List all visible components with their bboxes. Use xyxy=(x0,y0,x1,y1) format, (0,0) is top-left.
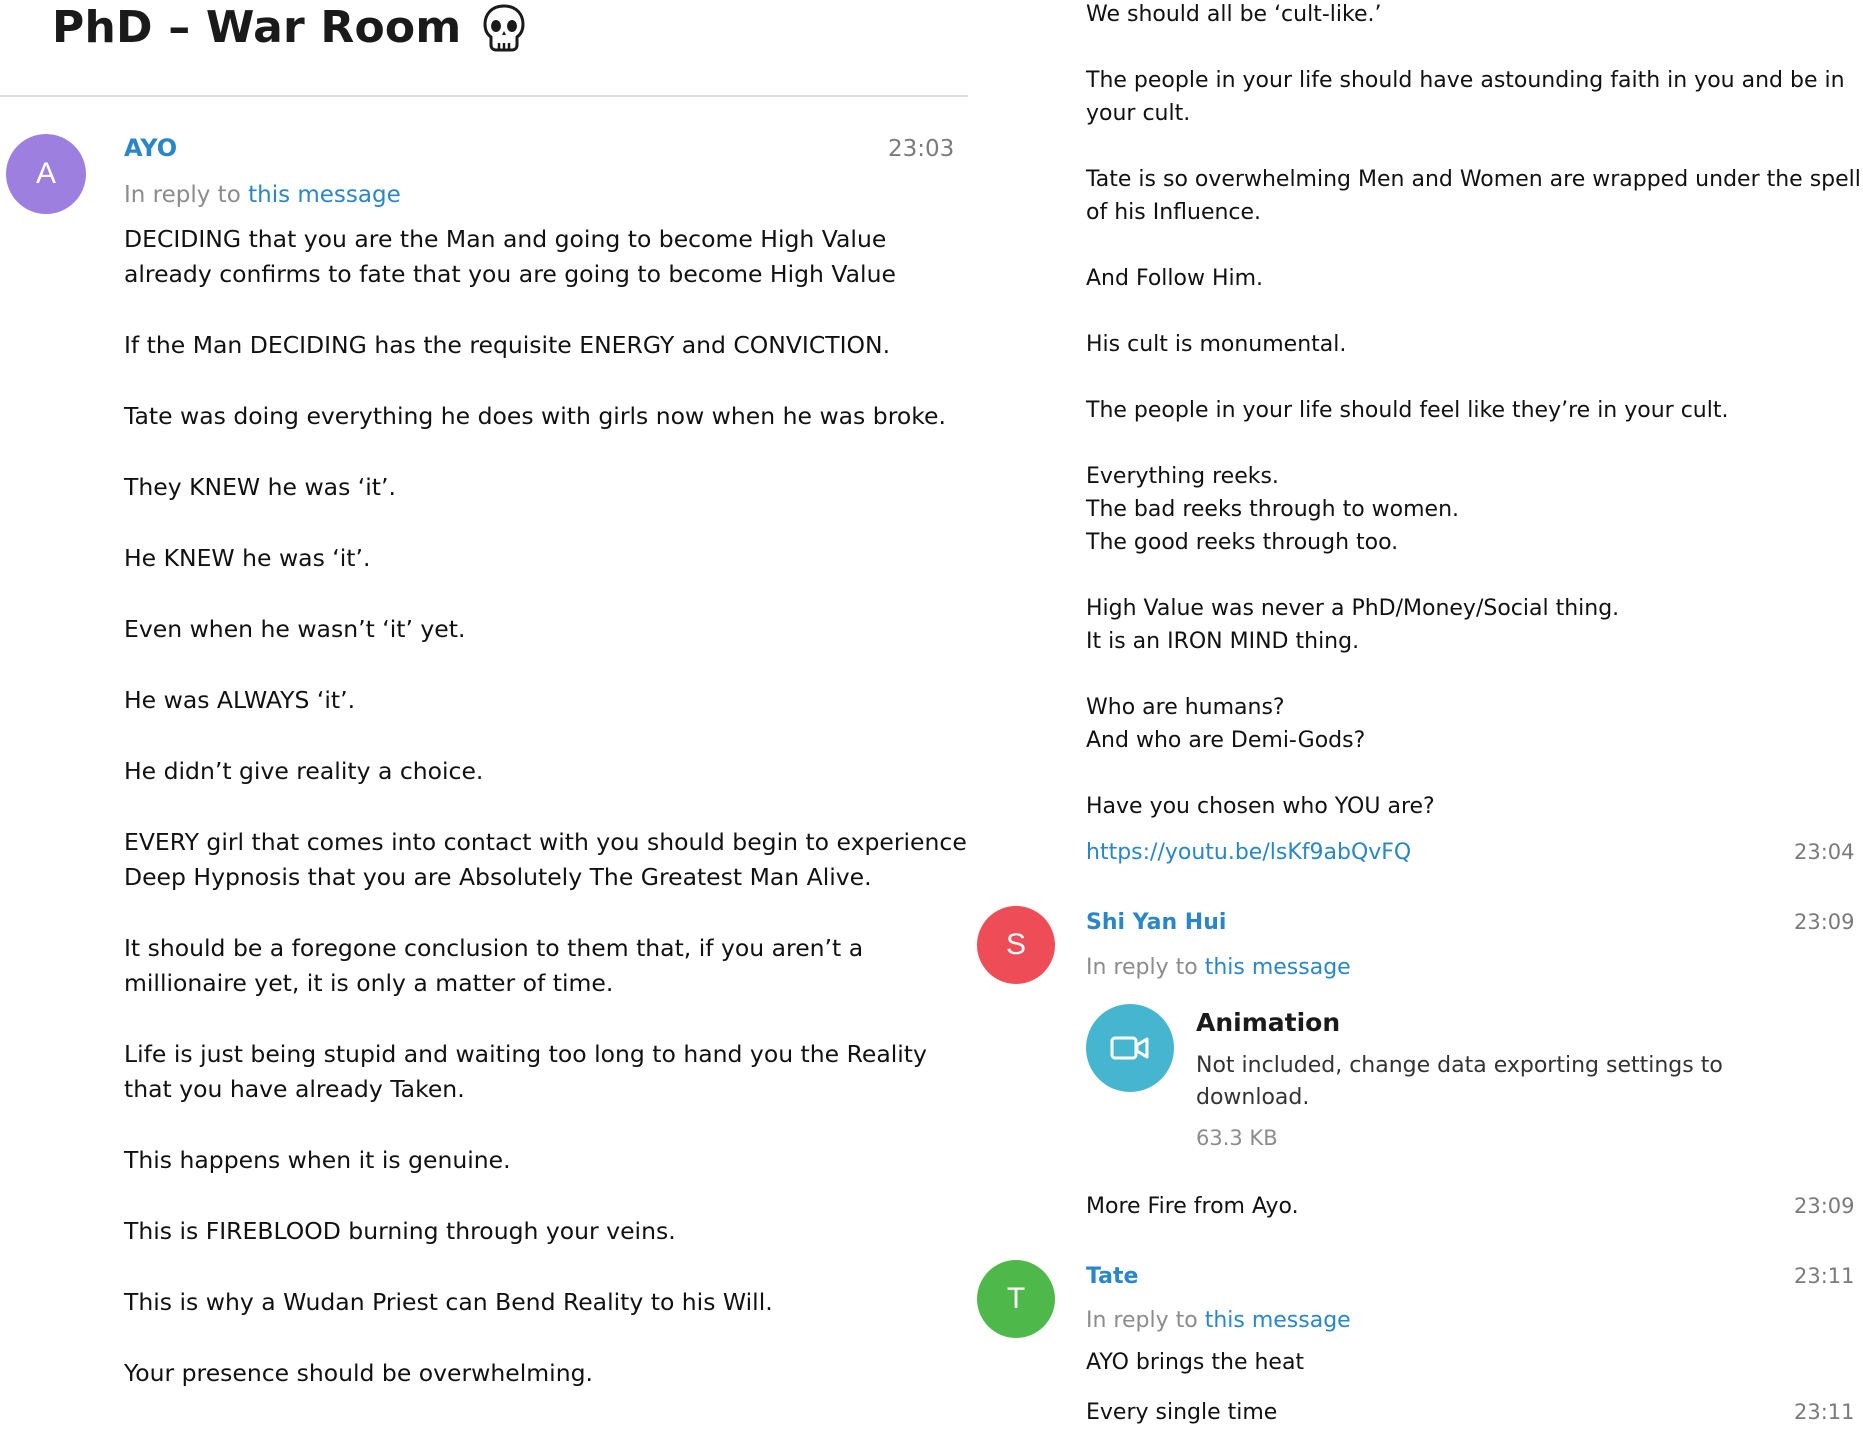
message-paragraph xyxy=(124,1285,967,1320)
message-paragraph xyxy=(1086,0,1861,31)
media-title: Animation xyxy=(1196,1008,1341,1037)
message-paragraph xyxy=(124,825,967,895)
message-paragraph xyxy=(124,683,967,718)
message-paragraph xyxy=(1086,262,1861,295)
message-line: He didn’t give reality a choice. xyxy=(124,757,484,785)
message-line: millionaire yet, it is only a matter of time. xyxy=(124,969,614,997)
reply-prefix: In reply to xyxy=(1086,955,1198,980)
youtube-link[interactable]: https://youtu.be/lsKf9abQvFQ xyxy=(1086,840,1412,865)
message-paragraph xyxy=(124,1037,967,1107)
message-line: This is FIREBLOOD burning through your veins. xyxy=(124,1217,676,1245)
message-line: High Value was never a PhD/Money/Social thing. xyxy=(1086,596,1620,621)
reply-prefix: In reply to xyxy=(124,182,241,208)
message-line: And Follow Him. xyxy=(1086,266,1264,291)
message-line: DECIDING that you are the Man and going to become High Value xyxy=(124,225,887,253)
message-line: Even when he wasn’t ‘it’ yet. xyxy=(124,615,466,643)
message-line: Tate was doing everything he does with girls now when he was broke. xyxy=(124,402,946,430)
sender-name-shi-yan-hui[interactable]: Shi Yan Hui xyxy=(1086,910,1227,935)
message-time: 23:09 xyxy=(1794,1194,1855,1218)
message-line: EVERY girl that comes into contact with you should begin to experience xyxy=(124,828,967,856)
message-line: that you have already Taken. xyxy=(124,1075,465,1103)
message-paragraph xyxy=(1086,592,1861,658)
message-line: Have you chosen who YOU are? xyxy=(1086,794,1435,819)
message-time: 23:09 xyxy=(1794,910,1855,934)
message-body-ayo-continued xyxy=(1086,0,1861,856)
message-line: The good reeks through too. xyxy=(1086,530,1399,555)
media-file-size: 63.3 KB xyxy=(1196,1126,1278,1150)
message-body-ayo xyxy=(124,222,967,1427)
message-paragraph xyxy=(1086,328,1861,361)
reply-link[interactable]: this message xyxy=(1204,1308,1351,1333)
message-line: We should all be ‘cult-like.’ xyxy=(1086,2,1382,27)
message-text: AYO brings the heat xyxy=(1086,1350,1305,1375)
message-paragraph xyxy=(124,1214,967,1249)
right-column xyxy=(968,0,1863,1433)
sender-name-tate[interactable]: Tate xyxy=(1086,1264,1139,1289)
reply-indicator xyxy=(1086,955,1351,980)
message-line: of his Influence. xyxy=(1086,200,1262,225)
message-text: Every single time xyxy=(1086,1400,1278,1425)
message-paragraph xyxy=(124,1356,967,1391)
message-paragraph xyxy=(124,754,967,789)
reply-link[interactable]: this message xyxy=(1204,955,1351,980)
message-line: Who are humans? xyxy=(1086,695,1285,720)
message-paragraph xyxy=(1086,163,1861,229)
message-line: His cult is monumental. xyxy=(1086,332,1347,357)
message-paragraph xyxy=(124,1143,967,1178)
chat-title-text: PhD – War Room xyxy=(52,2,462,53)
chat-title xyxy=(52,2,527,53)
message-line: If the Man DECIDING has the requisite ENERGY and CONVICTION. xyxy=(124,331,891,359)
video-camera-icon xyxy=(1110,1034,1150,1062)
media-description: Not included, change data exporting settings to download. xyxy=(1196,1053,1723,1110)
message-line: Tate is so overwhelming Men and Women are wrapped under the spell xyxy=(1086,167,1861,192)
message-paragraph xyxy=(1086,460,1861,559)
message-paragraph xyxy=(124,399,967,434)
message-paragraph xyxy=(1086,691,1861,757)
skull-icon xyxy=(481,3,527,53)
message-paragraph xyxy=(124,612,967,647)
message-paragraph xyxy=(124,470,967,505)
message-time: 23:11 xyxy=(1794,1264,1855,1288)
message-line: your cult. xyxy=(1086,101,1191,126)
title-divider xyxy=(0,95,968,97)
reply-prefix: In reply to xyxy=(1086,1308,1198,1333)
avatar-letter: T xyxy=(1006,1282,1026,1315)
message-line: It should be a foregone conclusion to them that, if you aren’t a xyxy=(124,934,864,962)
link-time: 23:04 xyxy=(1794,840,1855,864)
message-line: The people in your life should feel like they’re in your cult. xyxy=(1086,398,1729,423)
message-line: He KNEW he was ‘it’. xyxy=(124,544,371,572)
message-line: This is why a Wudan Priest can Bend Reality to his Will. xyxy=(124,1288,773,1316)
message-line: Life is just being stupid and waiting too long to hand you the Reality xyxy=(124,1040,927,1068)
message-text: More Fire from Ayo. xyxy=(1086,1194,1299,1219)
message-time: 23:11 xyxy=(1794,1400,1855,1424)
message-paragraph xyxy=(1086,64,1861,130)
sender-name-ayo[interactable]: AYO xyxy=(124,134,178,162)
message-paragraph xyxy=(124,222,967,292)
message-line: And who are Demi-Gods? xyxy=(1086,728,1366,753)
message-time: 23:03 xyxy=(888,136,955,162)
message-paragraph xyxy=(124,328,967,363)
message-line: Your presence should be overwhelming. xyxy=(124,1359,593,1387)
message-line: He was ALWAYS ‘it’. xyxy=(124,686,356,714)
reply-indicator xyxy=(1086,1308,1351,1333)
message-paragraph xyxy=(124,541,967,576)
media-thumbnail[interactable] xyxy=(1086,1004,1174,1092)
avatar-tate[interactable] xyxy=(977,1260,1055,1338)
message-line: The people in your life should have astounding faith in you and be in xyxy=(1086,68,1845,93)
message-paragraph xyxy=(1086,790,1861,823)
message-line: Deep Hypnosis that you are Absolutely The Greatest Man Alive. xyxy=(124,863,872,891)
message-paragraph xyxy=(1086,394,1861,427)
avatar-letter: S xyxy=(1005,928,1026,961)
message-line: already confirms to fate that you are going to become High Value xyxy=(124,260,896,288)
message-line: This happens when it is genuine. xyxy=(124,1146,511,1174)
message-line: Everything reeks. xyxy=(1086,464,1279,489)
reply-indicator xyxy=(124,182,401,208)
message-line: They KNEW he was ‘it’. xyxy=(124,473,396,501)
avatar-ayo[interactable] xyxy=(6,134,86,214)
message-line: It is an IRON MIND thing. xyxy=(1086,629,1360,654)
avatar-letter: A xyxy=(35,157,56,190)
message-paragraph xyxy=(124,931,967,1001)
avatar-shi-yan-hui[interactable] xyxy=(977,906,1055,984)
reply-link[interactable]: this message xyxy=(248,182,401,208)
message-line: The bad reeks through to women. xyxy=(1086,497,1460,522)
